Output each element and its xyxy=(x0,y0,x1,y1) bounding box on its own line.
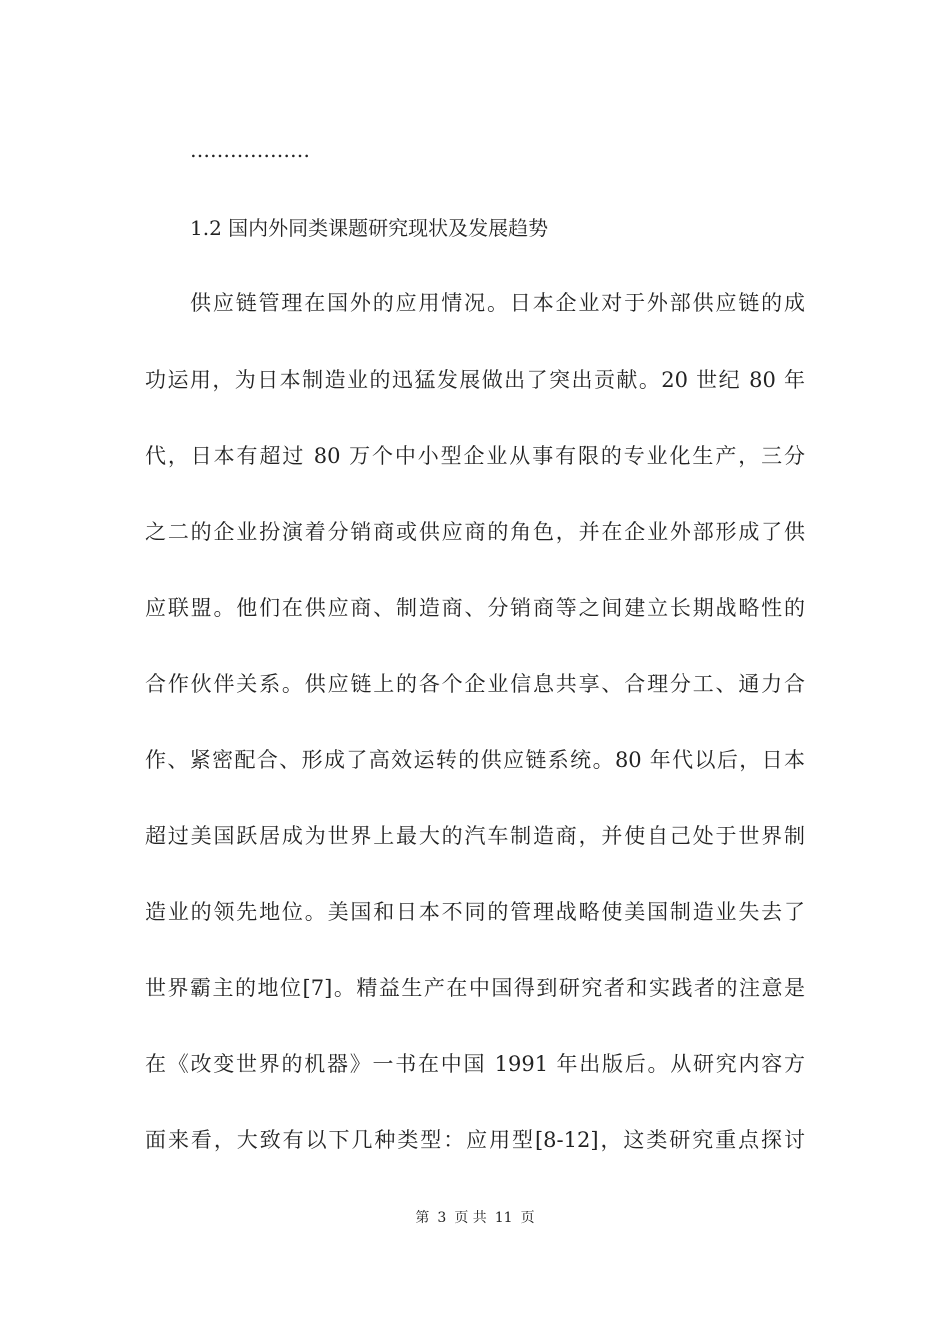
total-pages-number: 11 xyxy=(494,1210,513,1226)
paragraph-line: 代，日本有超过 80 万个中小型企业从事有限的专业化生产，三分 xyxy=(145,444,805,468)
paragraph-line: 世界霸主的地位[7]。精益生产在中国得到研究者和实践者的注意是 xyxy=(145,976,805,1000)
paragraph-line: 在《改变世界的机器》一书在中国 1991 年出版后。从研究内容方 xyxy=(145,1052,805,1076)
paragraph-line: 超过美国跃居成为世界上最大的汽车制造商，并使自己处于世界制 xyxy=(145,824,805,848)
footer-middle: 页 共 xyxy=(454,1210,487,1226)
paragraph-line: 功运用，为日本制造业的迅猛发展做出了突出贡献。20 世纪 80 年 xyxy=(145,368,805,392)
paragraph-line: 合作伙伴关系。供应链上的各个企业信息共享、合理分工、通力合 xyxy=(145,672,805,696)
section-heading: 1.2 国内外同类课题研究现状及发展趋势 xyxy=(190,216,549,240)
footer-suffix: 页 xyxy=(520,1210,535,1226)
page-footer xyxy=(0,1208,950,1228)
paragraph-line: 面来看，大致有以下几种类型：应用型[8-12]，这类研究重点探讨 xyxy=(145,1128,805,1152)
paragraph-line: 造业的领先地位。美国和日本不同的管理战略使美国制造业失去了 xyxy=(145,900,805,924)
paragraph-line: 供应链管理在国外的应用情况。日本企业对于外部供应链的成 xyxy=(190,291,805,315)
footer-prefix: 第 xyxy=(415,1210,430,1226)
paragraph-line: 应联盟。他们在供应商、制造商、分销商等之间建立长期战略性的 xyxy=(145,596,805,620)
paragraph-line: 之二的企业扮演着分销商或供应商的角色，并在企业外部形成了供 xyxy=(145,520,805,544)
ellipsis-dots: ……………… xyxy=(190,138,310,162)
paragraph-line: 作、紧密配合、形成了高效运转的供应链系统。80 年代以后，日本 xyxy=(145,748,805,772)
current-page-number: 3 xyxy=(437,1210,447,1226)
